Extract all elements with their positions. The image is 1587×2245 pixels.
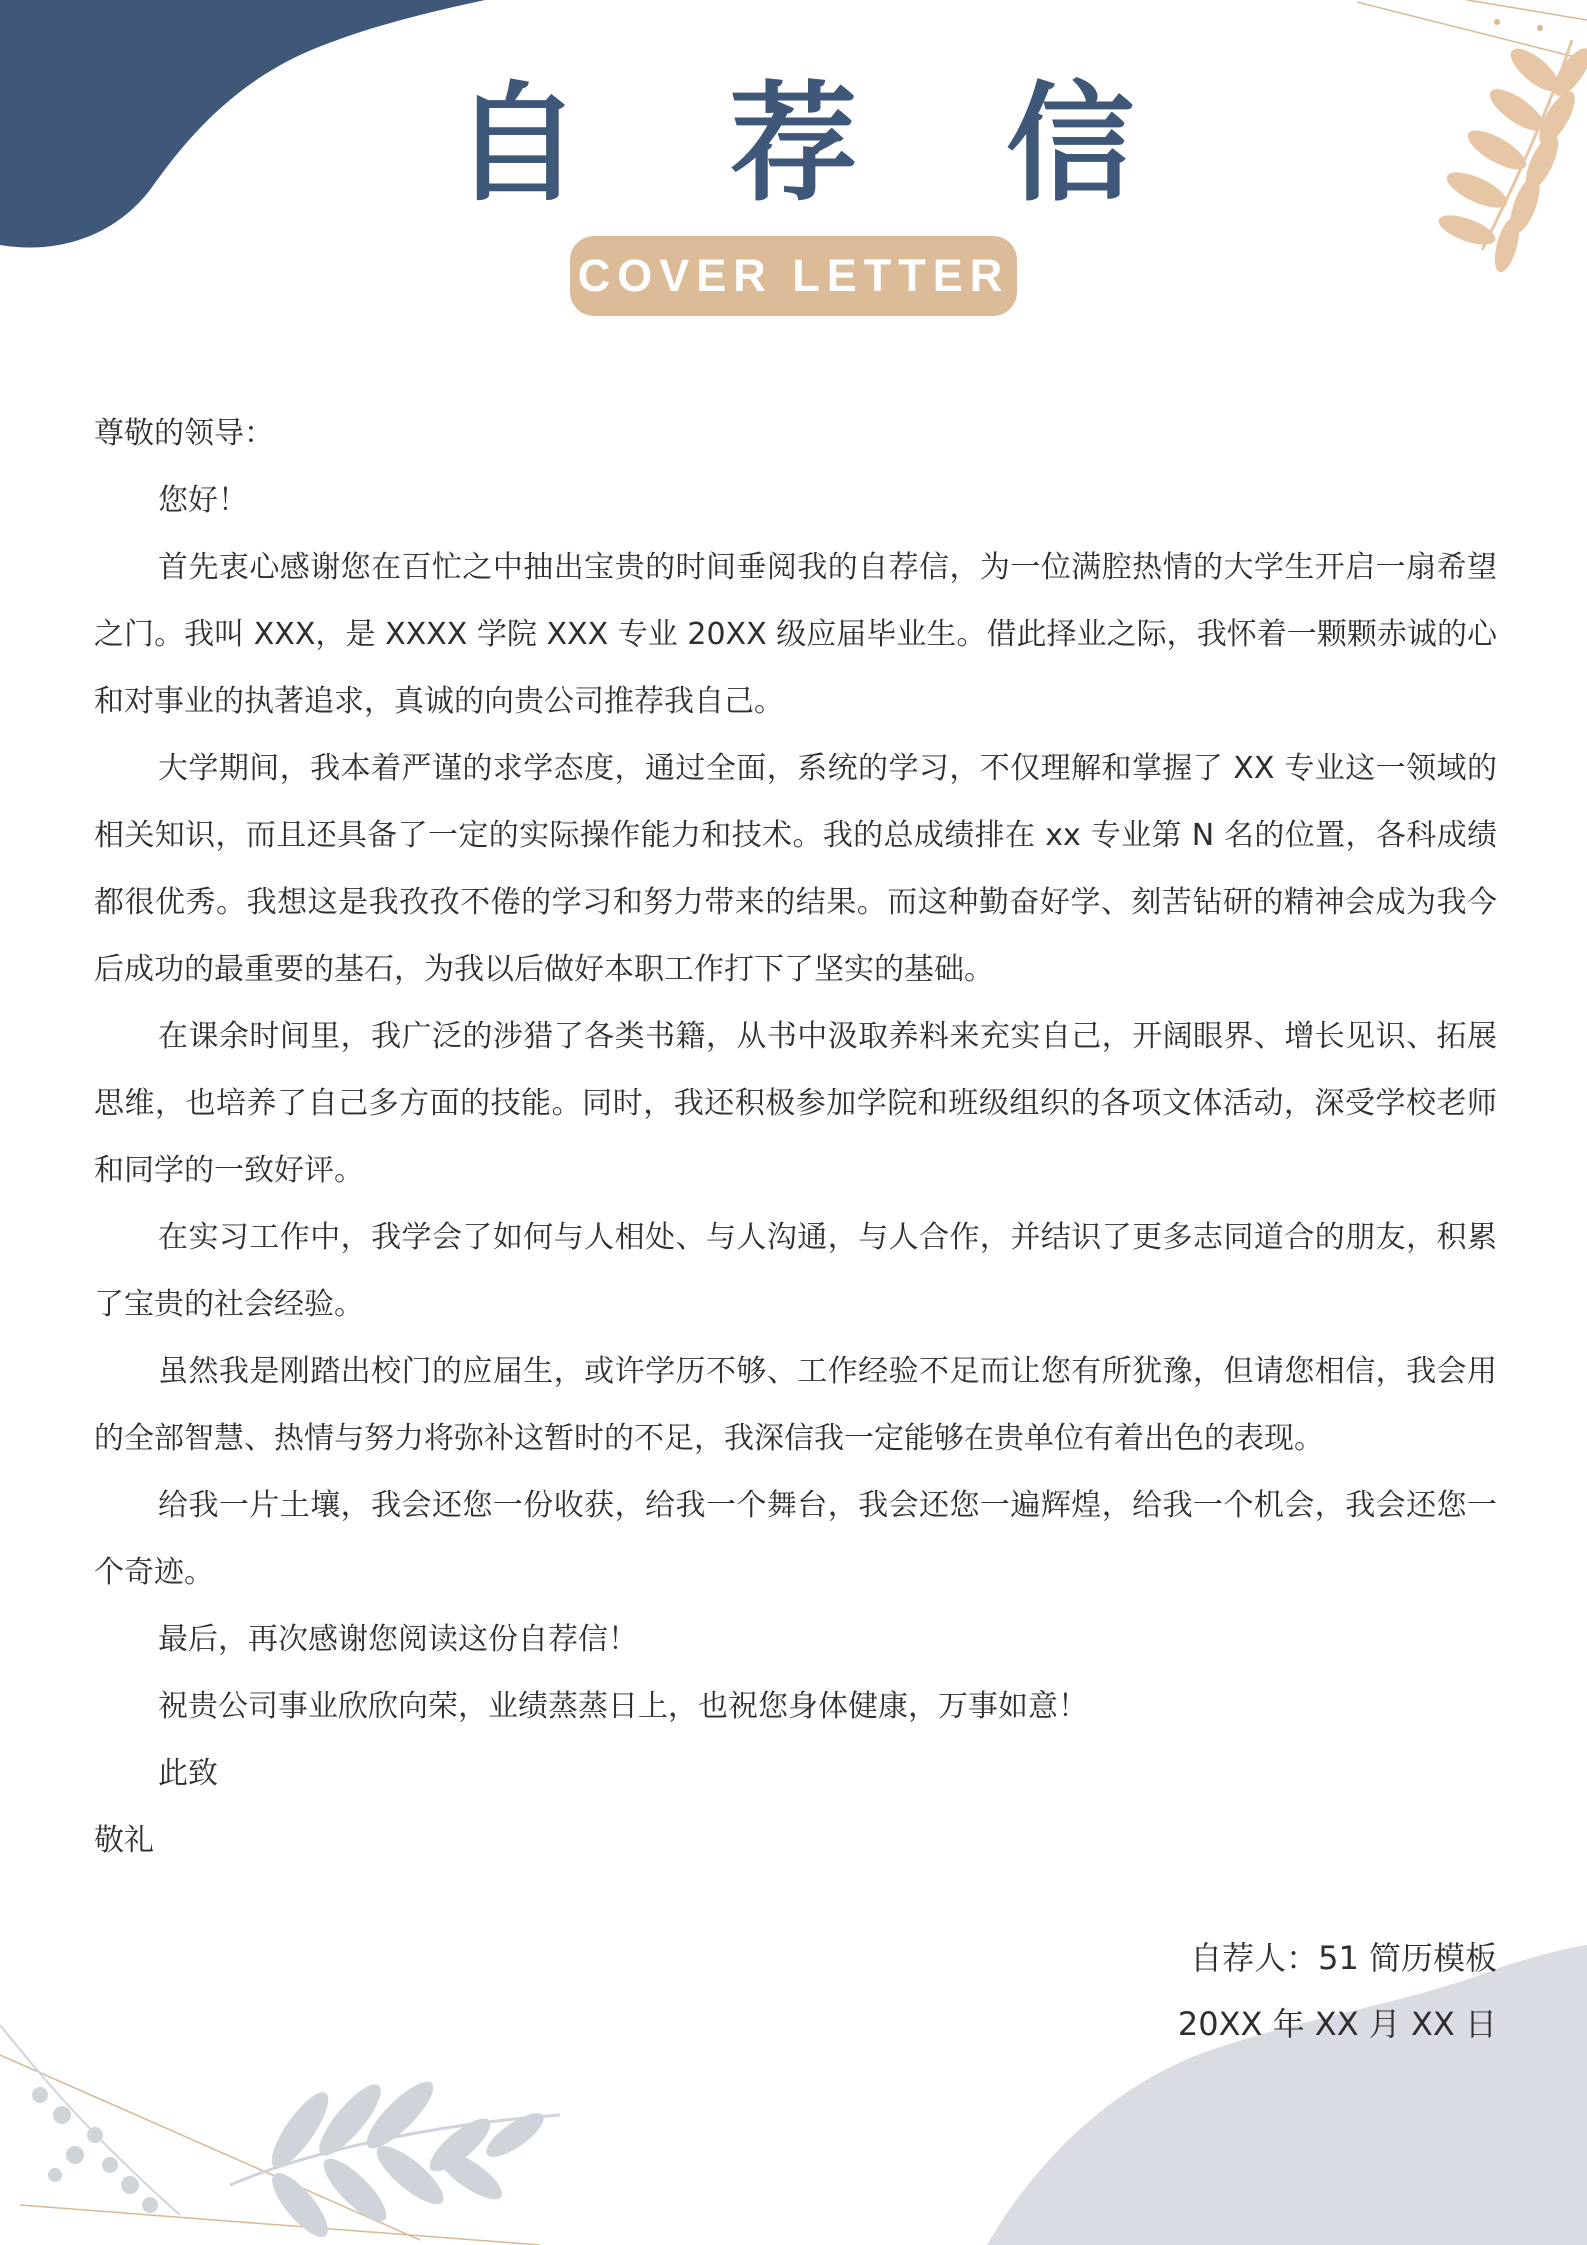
- paragraph: 大学期间，我本着严谨的求学态度，通过全面，系统的学习，不仅理解和掌握了 XX 专业这一领域的相关知识，而且还具备了一定的实际操作能力和技术。我的总成绩排在 xx 专业第 N 名的位置，各科成绩都很优秀。我想这是我孜孜不倦的学习和努力带来的结果。而这种勤奋好学、刻苦钻研的精神会成为我今后成功的最重要的基石，为我以后做好本职工作打下了坚实的基础。: [94, 751, 1497, 987]
- paragraph: 祝贵公司事业欣欣向荣，业绩蒸蒸日上，也祝您身体健康，万事如意！: [158, 1689, 1088, 1724]
- hello-line: 您好！: [158, 483, 248, 518]
- paragraph: 首先衷心感谢您在百忙之中抽出宝贵的时间垂阅我的自荐信，为一位满腔热情的大学生开启一扇希望之门。我叫 XXX，是 XXXX 学院 XXX 专业 20XX 级应届毕业生。借此择业之际，我怀着一颗颗赤诚的心和对事业的执著追求，真诚的向贵公司推荐我自己。: [94, 550, 1497, 719]
- paragraph: 给我一片土壤，我会还您一份收获，给我一个舞台，我会还您一遍辉煌，给我一个机会，我会还您一个奇迹。: [94, 1488, 1497, 1590]
- paragraph: 在课余时间里，我广泛的涉猎了各类书籍，从书中汲取养料来充实自己，开阔眼界、增长见识、拓展思维，也培养了自己多方面的技能。同时，我还积极参加学院和班级组织的各项文体活动，深受学校老师和同学的一致好评。: [94, 1019, 1497, 1188]
- paragraph: 虽然我是刚踏出校门的应届生，或许学历不够、工作经验不足而让您有所犹豫，但请您相信，我会用的全部智慧、热情与努力将弥补这暂时的不足，我深信我一定能够在贵单位有着出色的表现。: [94, 1354, 1497, 1456]
- closing-salutation: 此致: [158, 1756, 218, 1791]
- cover-letter-badge: COVER LETTER: [570, 236, 1017, 316]
- paragraph: 最后，再次感谢您阅读这份自荐信！: [158, 1622, 638, 1657]
- signature-name: 自荐人：51 简历模板: [1190, 1939, 1497, 1977]
- greeting: 尊敬的领导：: [94, 416, 274, 451]
- leaf-berry-decoration: [0, 2015, 600, 2245]
- closing-respect: 敬礼: [94, 1823, 154, 1858]
- letter-body: [94, 400, 1497, 1874]
- signature-date: 20XX 年 XX 月 XX 日: [1177, 2005, 1497, 2043]
- page-title: 自 荐 信: [452, 70, 1187, 219]
- signature-block: [1178, 1925, 1497, 2057]
- paragraph: 在实习工作中，我学会了如何与人相处、与人沟通，与人合作，并结识了更多志同道合的朋友，积累了宝贵的社会经验。: [94, 1220, 1497, 1322]
